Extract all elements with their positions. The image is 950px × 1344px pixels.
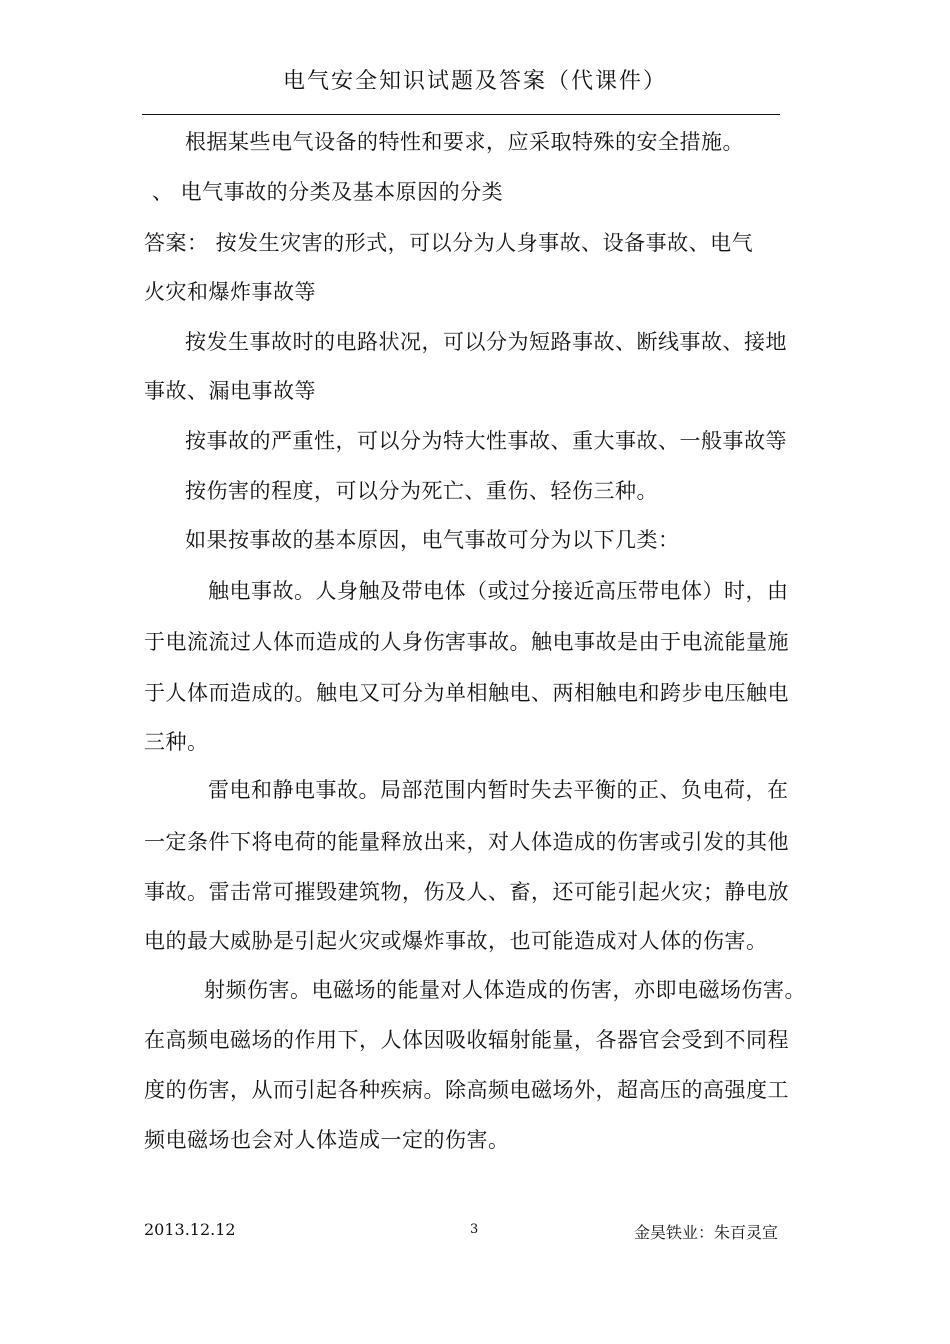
body-line: 在高频电磁场的作用下，人体因吸收辐射能量，各器官会受到不同程 [144,1028,789,1052]
body-line: 事故、漏电事故等 [144,379,316,403]
body-line: 电的最大威胁是引起火灾或爆炸事故，也可能造成对人体的伤害。 [144,929,768,953]
body-line: 火灾和爆炸事故等 [144,280,316,304]
body-line: 按发生事故时的电路状况，可以分为短路事故、断线事故、接地 [185,330,787,354]
body-line: 如果按事故的基本原因，电气事故可分为以下几类： [185,528,680,552]
body-line: 触电事故。人身触及带电体（或过分接近高压带电体）时，由 [208,579,789,603]
body-line: 根据某些电气设备的特性和要求，应采取特殊的安全措施。 [185,130,744,154]
body-line: 于电流流过人体而造成的人身伤害事故。触电事故是由于电流能量施 [144,630,789,654]
header-divider [142,114,780,115]
body-line: 按伤害的程度，可以分为死亡、重伤、轻伤三种。 [185,479,658,503]
footer-date: 2013.12.12 [144,1220,236,1239]
body-line: 按事故的严重性，可以分为特大性事故、重大事故、一般事故等 [185,429,787,453]
body-line: 雷电和静电事故。局部范围内暂时失去平衡的正、负电荷，在 [208,778,789,802]
body-line: 三种。 [144,730,209,754]
body-line: 度的伤害，从而引起各种疾病。除高频电磁场外，超高压的高强度工 [144,1078,789,1102]
footer-author: 金昊铁业：朱百灵宣 [634,1223,779,1242]
body-line: 射频伤害。电磁场的能量对人体造成的伤害，亦即电磁场伤害。 [204,978,806,1002]
body-line: 事故。雷击常可摧毁建筑物，伤及人、畜，还可能引起火灾；静电放 [144,880,789,904]
section-heading: 、 电气事故的分类及基本原因的分类 [152,180,504,204]
body-line: 频电磁场也会对人体造成一定的伤害。 [144,1128,510,1152]
body-line: 一定条件下将电荷的能量释放出来，对人体造成的伤害或引发的其他 [144,830,789,854]
footer-page-number: 3 [470,1222,479,1237]
page-header-title: 电气安全知识试题及答案（代课件） [282,69,667,94]
body-line: 答案： 按发生灾害的形式，可以分为人身事故、设备事故、电气 [144,231,754,255]
body-line: 于人体而造成的。触电又可分为单相触电、两相触电和跨步电压触电 [144,681,789,705]
